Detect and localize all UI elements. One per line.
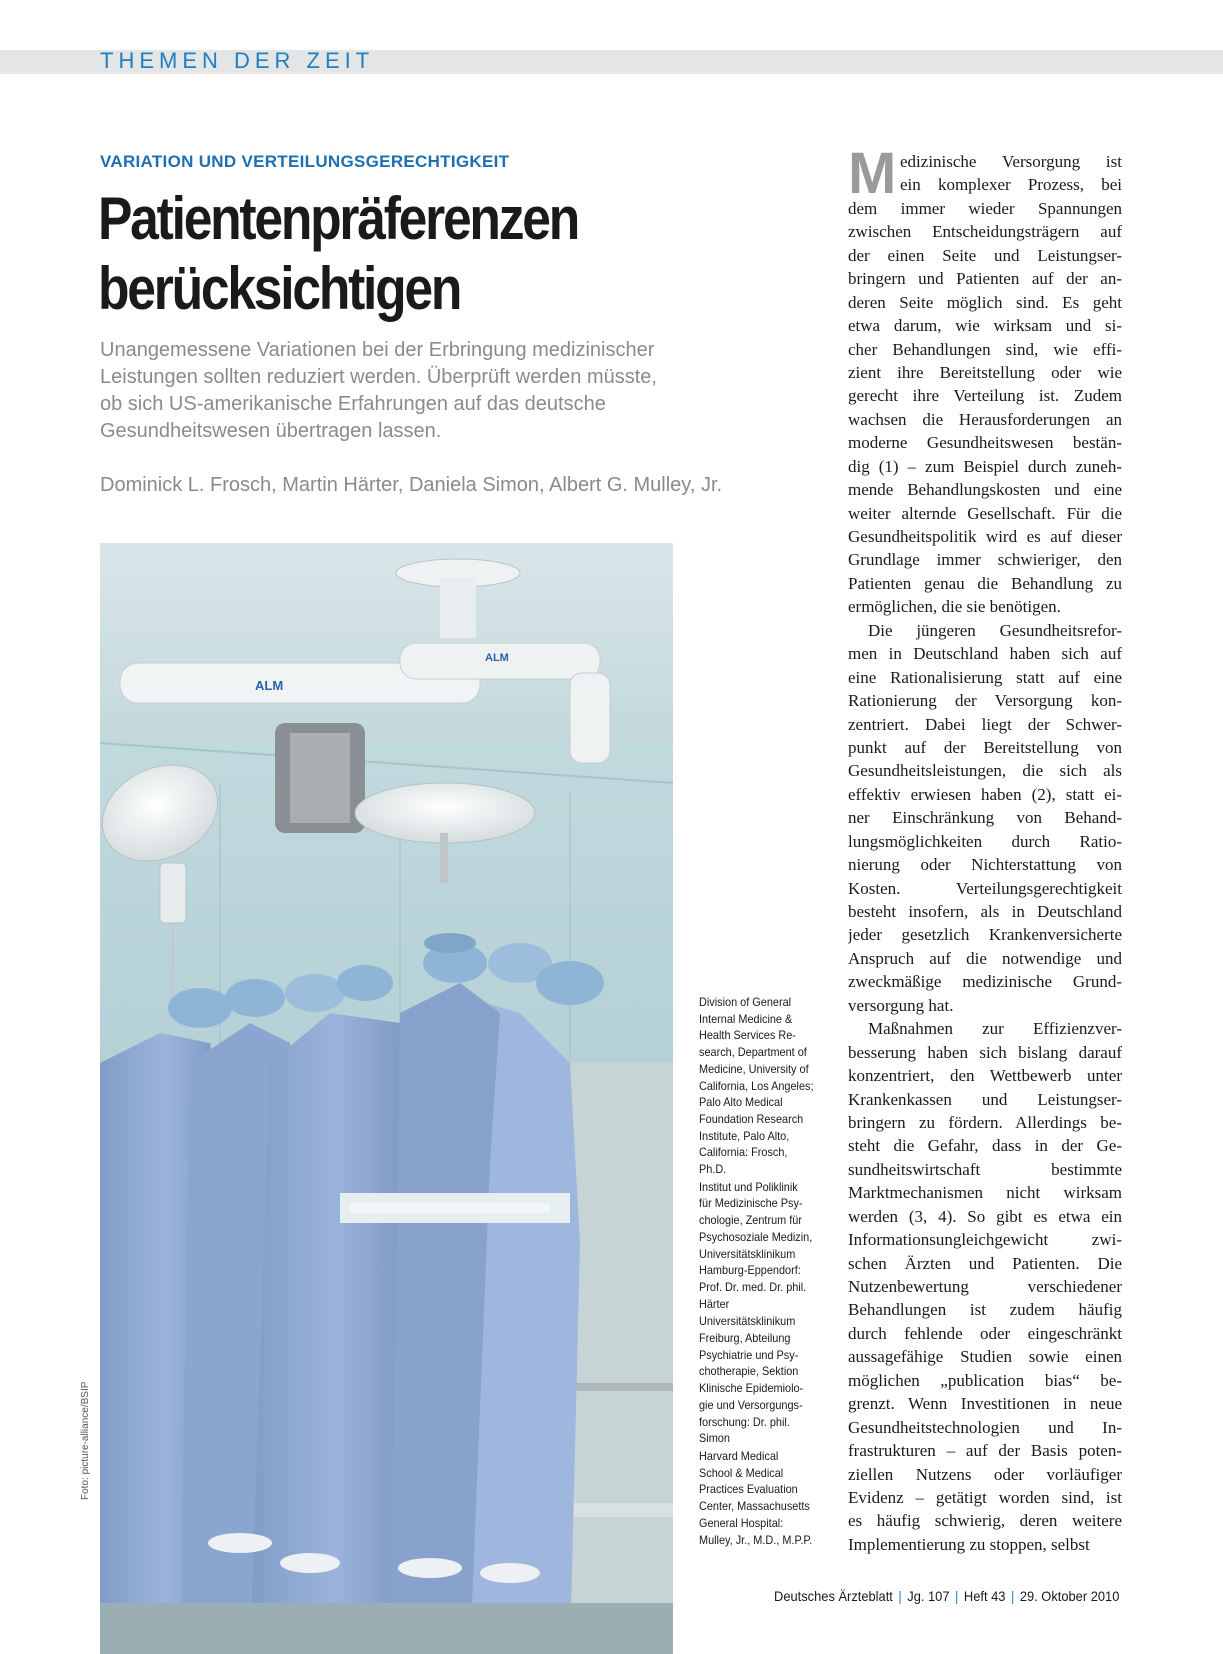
title-line: Patientenpräferenzen (98, 185, 579, 252)
body-line: dem immer wieder Spannungen (848, 198, 1122, 218)
body-line: Marktmechanismen nicht wirksam (848, 1183, 1122, 1203)
article-lead (100, 337, 820, 445)
body-line: ein komplexer Prozess, bei (900, 175, 1122, 195)
body-line: moderne Gesundheitswesen bestän- (848, 433, 1122, 453)
body-line: werden (3, 4). So gibt es etwa ein (848, 1206, 1122, 1226)
body-line: men in Deutschland haben sich auf (848, 644, 1122, 664)
body-line: ermöglichen, die sie benötigen. (848, 597, 1061, 617)
article-kicker: VARIATION UND VERTEILUNGSGERECHTIGKEIT (100, 152, 510, 171)
drop-cap: M (848, 141, 897, 206)
body-line: lungsmöglichkeiten durch Ratio- (848, 831, 1122, 851)
author-affiliations (699, 995, 821, 1550)
lead-line: Gesundheitswesen übertragen lassen. (100, 420, 442, 442)
section-label: THEMEN DER ZEIT (100, 48, 375, 73)
body-line: Informationsungleichgewicht zwi- (848, 1230, 1122, 1250)
lead-line: Leistungen sollten reduziert werden. Überprüft werden müsste, (100, 366, 657, 388)
body-line: etwa darum, wie wirksam und si- (848, 316, 1122, 336)
body-line: schen Ärzten und Patienten. Die (848, 1253, 1122, 1273)
journal-name: Deutsches Ärzteblatt (773, 1588, 893, 1604)
body-line: aussagefähige Studien sowie einen (848, 1347, 1122, 1367)
affiliation: Universitätsklinikum Freiburg, Abteilung Psychiatrie und Psy- chotherapie, Sektion Klinische Epidemiolo- gie und Versorgungs- forschung: Dr. phil. Simon (699, 1315, 804, 1446)
body-line: durch fehlende oder eingeschränkt (848, 1323, 1122, 1343)
body-line: konzentriert, den Wettbewerb unter (848, 1066, 1122, 1086)
body-line: frastrukturen – auf der Basis poten- (848, 1441, 1122, 1461)
lead-line: ob sich US-amerikanische Erfahrungen auf das deutsche (100, 393, 606, 415)
body-line: Krankenkassen und Leistungser- (848, 1089, 1122, 1109)
body-line: wachsen die Herausforderungen an (848, 409, 1122, 429)
body-line: ner Einschränkung von Behand- (848, 808, 1122, 828)
body-line: Gesundheitstechnologien und In- (848, 1417, 1122, 1437)
body-line: versorgung hat. (848, 995, 954, 1015)
journal-volume: Jg. 107 (906, 1588, 950, 1604)
body-line: Patienten genau die Behandlung zu (848, 573, 1122, 593)
body-line: Gesundheitspolitik wird es auf dieser (848, 527, 1122, 546)
body-line: Evidenz – getätigt worden sind, ist (848, 1487, 1122, 1507)
body-line: möglichen „publication bias“ be- (848, 1370, 1122, 1390)
article-authors: Dominick L. Frosch, Martin Härter, Daniela Simon, Albert G. Mulley, Jr. (100, 474, 723, 496)
body-line: besserung haben sich bislang darauf (848, 1042, 1122, 1062)
body-line: Maßnahmen zur Effizienzver- (868, 1019, 1122, 1039)
body-line: Nutzenbewertung verschiedener (848, 1277, 1122, 1296)
photo-credit: Foto: picture-alliance/BSIP (80, 1381, 91, 1500)
body-line: sundheitswirtschaft bestimmte (848, 1159, 1122, 1179)
body-line: zentriert. Dabei liegt der Schwer- (848, 714, 1122, 734)
body-line: zwischen Entscheidungsträgern auf (848, 222, 1122, 242)
body-line: cher Behandlungen sind, wie effi- (848, 339, 1122, 359)
body-line: Die jüngeren Gesundheitsrefor- (868, 620, 1122, 640)
body-line: dig (1) – zum Beispiel durch zuneh- (848, 456, 1122, 476)
body-line: Implementierung zu stoppen, selbst (848, 1534, 1090, 1554)
article-title (98, 184, 700, 324)
body-line: mende Behandlungskosten und eine (848, 480, 1122, 500)
body-line: edizinische Versorgung ist (900, 152, 1122, 171)
body-line: jeder gesetzlich Krankenversicherte (848, 925, 1122, 945)
body-line: Grundlage immer schwieriger, den (848, 550, 1122, 570)
body-line: eine Rationalisierung statt auf eine (848, 667, 1122, 687)
body-line: besteht insofern, als in Deutschland (848, 902, 1122, 921)
footer-separator: | (898, 1588, 902, 1604)
body-line: gerecht ihre Verteilung ist. Zudem (848, 386, 1122, 406)
footer-separator: | (954, 1588, 959, 1604)
body-line: zient ihre Bereitstellung oder wie (848, 362, 1122, 382)
body-line: Kosten. Verteilungsgerechtigkeit (848, 878, 1122, 898)
body-line: Rationierung der Versorgung kon- (848, 691, 1122, 711)
journal-date: 29. Oktober 2010 (1019, 1588, 1119, 1604)
body-line: punkt auf der Bereitstellung von (848, 737, 1122, 757)
body-line: deren Seite möglich sind. Es geht (848, 292, 1122, 312)
body-line: ziellen Nutzens oder vorläufiger (848, 1464, 1122, 1484)
body-line: Behandlungen ist zudem häufig (848, 1300, 1122, 1320)
body-line: zweckmäßige medizinische Grund- (848, 972, 1122, 992)
body-line: bringern und Patienten auf der an- (848, 269, 1122, 289)
body-line: nierung oder Nichterstattung von (848, 855, 1122, 875)
body-line: weiter alternde Gesellschaft. Für die (848, 503, 1122, 523)
body-line: steht die Gefahr, dass in der Ge- (848, 1136, 1122, 1156)
article-body (848, 141, 1122, 1556)
lead-line: Unangemessene Variationen bei der Erbringung medizinischer (100, 339, 655, 361)
journal-issue: Heft 43 (963, 1588, 1006, 1604)
lamp-brand: ALM (255, 678, 284, 693)
title-line: berücksichtigen (98, 255, 461, 322)
body-line: der einen Seite und Leistungser- (848, 245, 1122, 265)
body-line: bringern zu fördern. Allerdings be- (848, 1112, 1122, 1132)
affiliation: Division of General Internal Medicine & Health Services Re- search, Department of Medicine, University of California, Los Angeles; Palo Alto Medical Foundation Research Institute, Palo Alto, California: Frosch, Ph.D. (699, 996, 814, 1177)
lamp-brand: ALM (485, 652, 509, 664)
affiliation: Institut und Poliklinik für Medizinische Psy- chologie, Zentrum für Psychosoziale Medizin, Universitätsklinikum Hamburg-Eppendorf: Prof. Dr. med. Dr. phil. Härter (699, 1180, 813, 1311)
body-line: es häufig schwierig, deren weitere (848, 1511, 1122, 1531)
page-footer (774, 1588, 1119, 1604)
body-line: grenzt. Wenn Investitionen in neue (848, 1394, 1122, 1414)
body-line: effektiv erwiesen haben (2), statt ei- (848, 784, 1122, 804)
operating-room-photo (100, 543, 673, 1654)
affiliation: Harvard Medical School & Medical Practices Evaluation Center, Massachusetts General Hospital: Mulley, Jr., M.D., M.P.P. (699, 1449, 813, 1547)
body-line: Anspruch auf die notwendige und (848, 948, 1122, 968)
footer-separator: | (1010, 1588, 1014, 1604)
body-line: Gesundheitsleistungen, die sich als (848, 761, 1122, 781)
